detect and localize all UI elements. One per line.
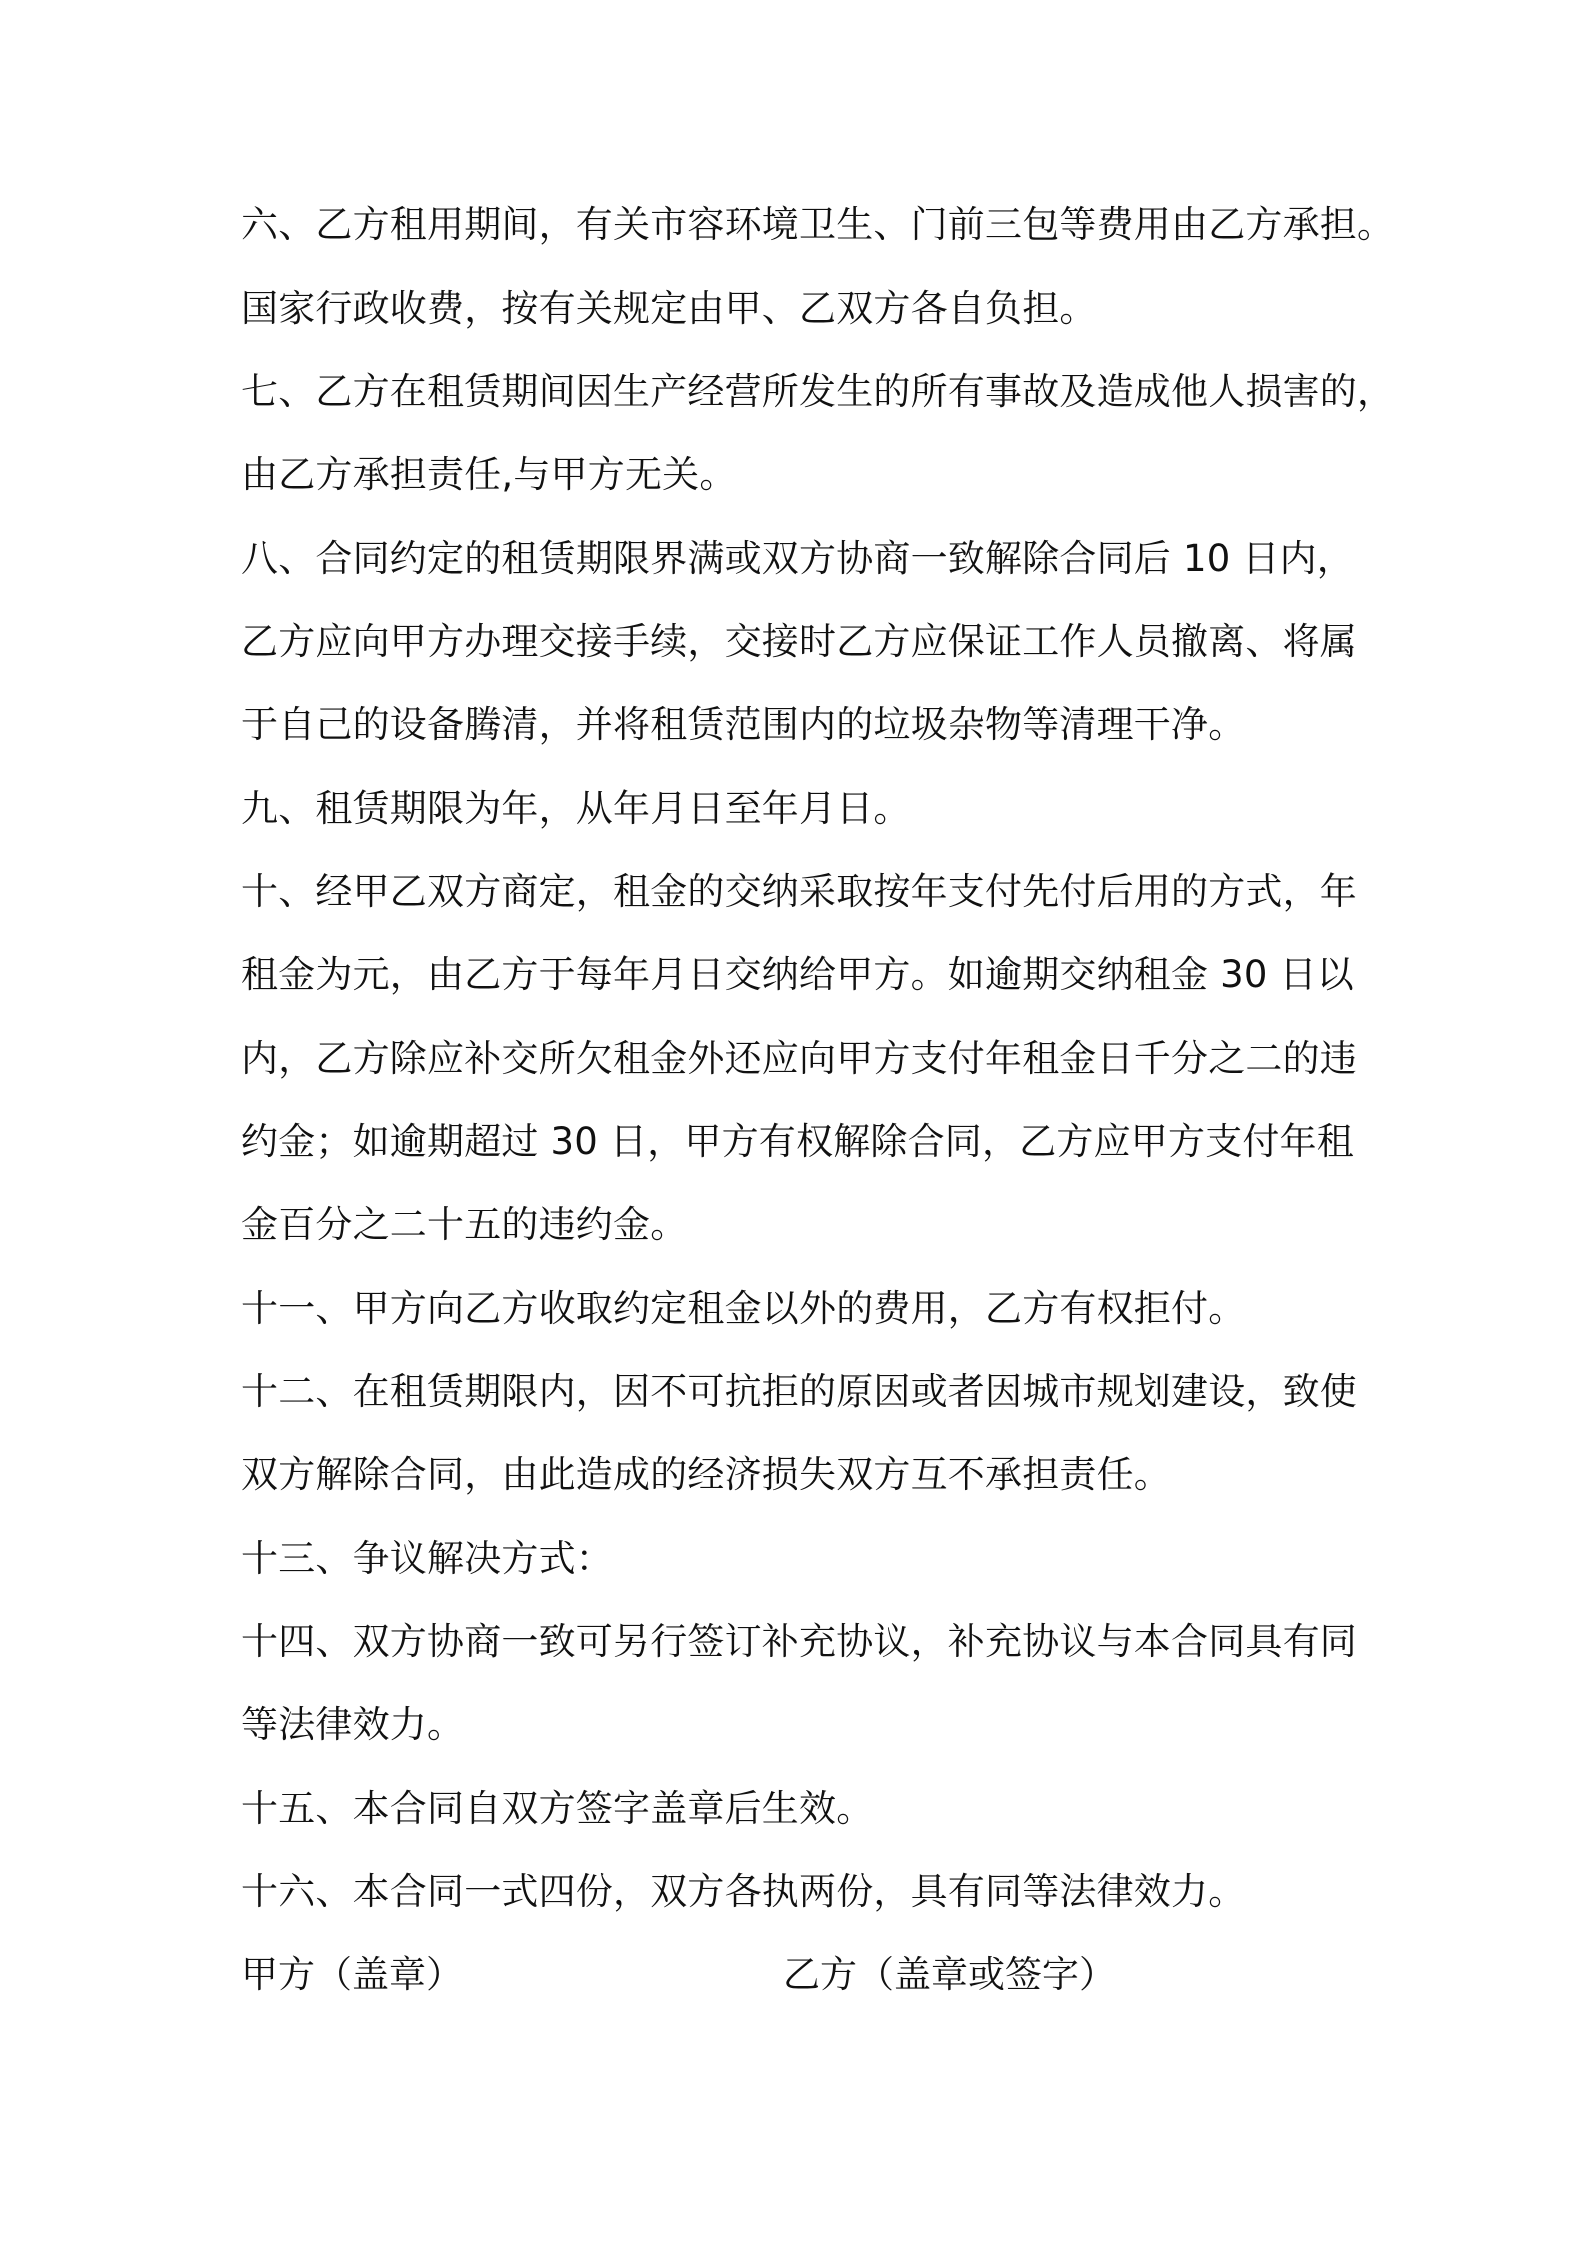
- clause-8-line-2: 乙方应向甲方办理交接手续，交接时乙方应保证工作人员撤离、将属: [241, 620, 1357, 663]
- clause-12-line-1: 十二、在租赁期限内，因不可抗拒的原因或者因城市规划建设，致使: [241, 1370, 1357, 1413]
- clause-10-line-3: 内，乙方除应补交所欠租金外还应向甲方支付年租金日千分之二的违: [241, 1037, 1357, 1080]
- clause-8-line-1: 八、合同约定的租赁期限界满或双方协商一致解除合同后 10 日内，: [241, 537, 1355, 580]
- clause-10-line-5: 金百分之二十五的违约金。: [241, 1203, 688, 1246]
- party-a-signature-label: 甲方（盖章）: [241, 1953, 463, 1996]
- clause-7-line-1: 七、乙方在租赁期间因生产经营所发生的所有事故及造成他人损害的，: [241, 370, 1395, 413]
- clause-9-line-1: 九、租赁期限为年，从年月日至年月日。: [241, 787, 911, 830]
- clause-12-line-2: 双方解除合同，由此造成的经济损失双方互不承担责任。: [241, 1453, 1171, 1496]
- clause-10-line-1: 十、经甲乙双方商定，租金的交纳采取按年支付先付后用的方式，年: [241, 870, 1357, 913]
- clause-6-line-1: 六、乙方租用期间，有关市容环境卫生、门前三包等费用由乙方承担。: [241, 203, 1395, 246]
- clause-15-line-1: 十五、本合同自双方签字盖章后生效。: [241, 1787, 874, 1830]
- clause-7-line-2: 由乙方承担责任,与甲方无关。: [241, 453, 737, 496]
- party-b-signature-label: 乙方（盖章或签字）: [783, 1953, 1116, 1996]
- clause-11-line-1: 十一、甲方向乙方收取约定租金以外的费用，乙方有权拒付。: [241, 1287, 1246, 1330]
- clause-16-line-1: 十六、本合同一式四份，双方各执两份，具有同等法律效力。: [241, 1870, 1246, 1913]
- clause-10-line-4: 约金；如逾期超过 30 日，甲方有权解除合同，乙方应甲方支付年租: [241, 1120, 1355, 1163]
- clause-10-line-2: 租金为元，由乙方于每年月日交纳给甲方。如逾期交纳租金 30 日以: [241, 953, 1355, 996]
- clause-14-line-1: 十四、双方协商一致可另行签订补充协议，补充协议与本合同具有同: [241, 1620, 1357, 1663]
- clause-13-line-1: 十三、争议解决方式：: [241, 1537, 613, 1580]
- clause-8-line-3: 于自己的设备腾清，并将租赁范围内的垃圾杂物等清理干净。: [241, 703, 1246, 746]
- clause-14-line-2: 等法律效力。: [241, 1703, 465, 1746]
- clause-6-line-2: 国家行政收费，按有关规定由甲、乙双方各自负担。: [241, 287, 1097, 330]
